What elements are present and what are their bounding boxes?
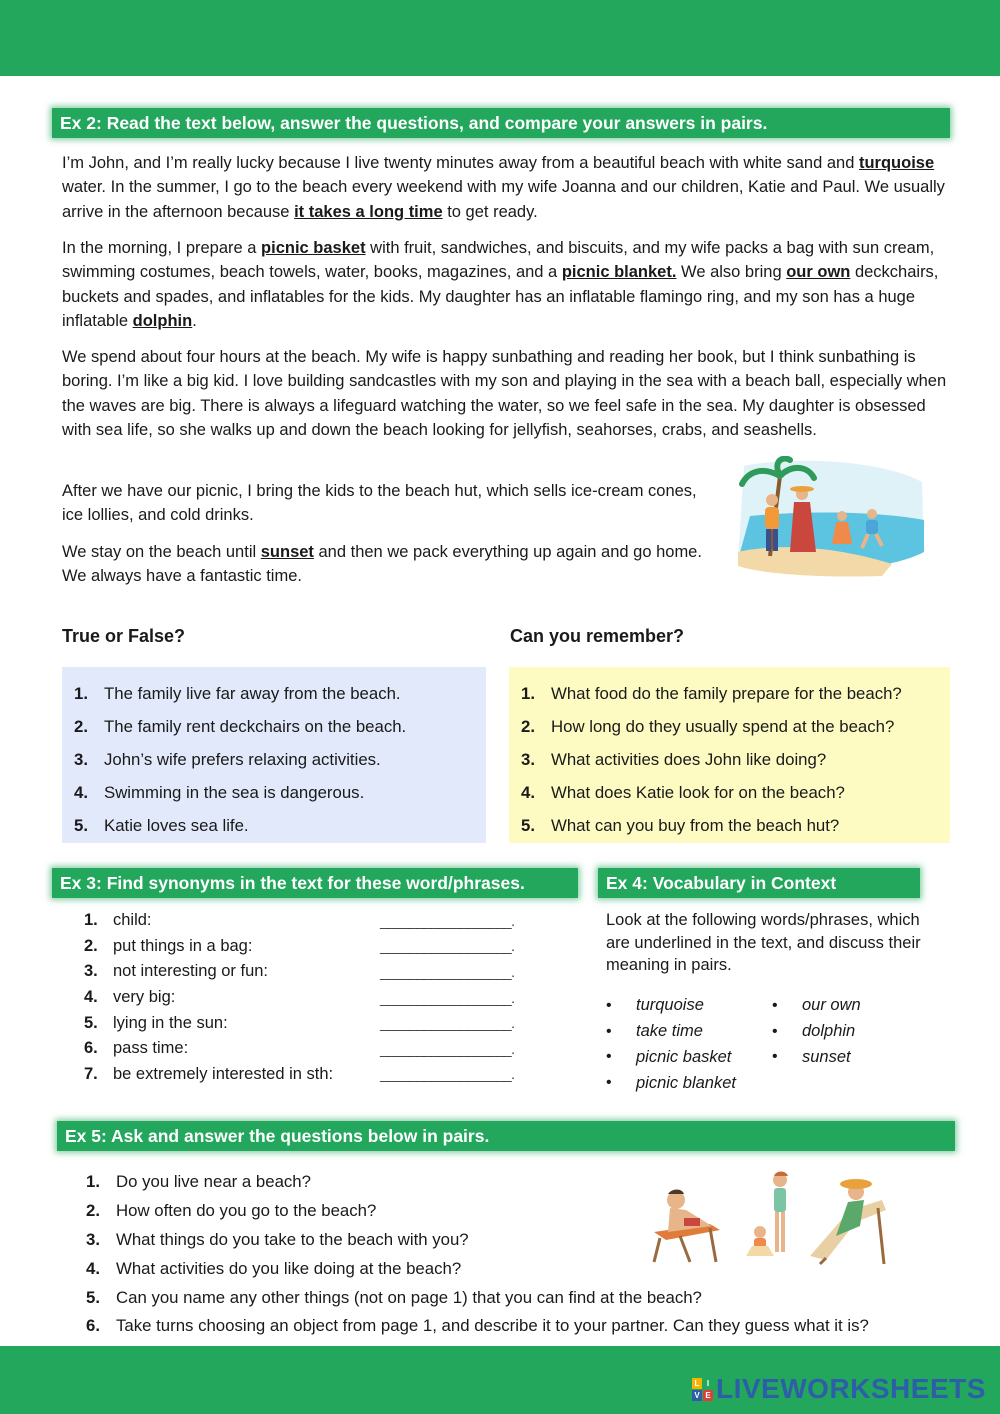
- answer-blank[interactable]: __________________.: [380, 1040, 515, 1057]
- list-item: 2. How often do you go to the beach?: [86, 1201, 377, 1221]
- liveworksheets-logo: [692, 1373, 986, 1405]
- ex2-paragraph-5: We stay on the beach until sunset and then we pack everything up again and go home. We always have a fantastic time.: [62, 543, 702, 586]
- list-item: 3. John’s wife prefers relaxing activities.: [74, 749, 381, 769]
- ex4-header: Ex 4: Vocabulary in Context: [598, 868, 920, 898]
- list-item: 1. Do you live near a beach?: [86, 1172, 311, 1192]
- list-item: 5. Katie loves sea life.: [74, 816, 249, 836]
- list-item: 6. pass time: __________________.: [84, 1039, 515, 1058]
- ex2-paragraph-4: After we have our picnic, I bring the kids to the beach hut, which sells ice-cream cones, ice lollies, and cold drinks.: [62, 482, 697, 525]
- list-item: 4. What activities do you like doing at the beach?: [86, 1258, 462, 1278]
- list-item: 5. lying in the sun: __________________.: [84, 1013, 515, 1032]
- vocab-column-1: [606, 993, 736, 1096]
- ex5-header: Ex 5: Ask and answer the questions below in pairs.: [57, 1121, 955, 1151]
- can-you-remember-title: Can you remember?: [510, 626, 685, 646]
- list-item: 2. put things in a bag: __________________.: [84, 936, 515, 955]
- list-item: 5. Can you name any other things (not on page 1) that you can find at the beach?: [86, 1287, 702, 1307]
- underlined-phrase: it takes a long time: [294, 202, 443, 221]
- underlined-phrase: picnic basket: [261, 239, 366, 257]
- top-banner: [0, 0, 1000, 76]
- list-item: 1. The family live far away from the beach.: [74, 683, 401, 703]
- underlined-phrase: picnic blanket.: [561, 263, 677, 282]
- list-item: 7. be extremely interested in sth: __________________.: [84, 1064, 515, 1083]
- list-item: 1. child: __________________.: [84, 911, 515, 930]
- true-false-title: True or False?: [62, 626, 186, 646]
- list-item: 1. What food do the family prepare for the beach?: [521, 683, 902, 703]
- ex2-header: Ex 2: Read the text below, answer the questions, and compare your answers in pairs.: [52, 108, 950, 138]
- true-false-box: [62, 667, 486, 843]
- ex2-paragraph-2: In the morning, I prepare a picnic basket with fruit, sandwiches, and biscuits, and my wife packs a bag with sun cream, swimming costumes, beach towels, water, books, magazines, and a picnic blanket. We also bring our own deckchairs, buckets and spades, and inflatables for the kids. My daughter has an inflatable flamingo ring, and my son has a huge inflatable dolphin.: [62, 239, 939, 330]
- logo-blocks: L I V E: [692, 1378, 713, 1401]
- answer-blank[interactable]: __________________.: [380, 989, 515, 1006]
- remember-box: [509, 667, 950, 843]
- logo-wordmark: LIVEWORKSHEETS: [716, 1373, 986, 1404]
- vocab-column-2: [772, 993, 861, 1070]
- vocab-item: • picnic blanket: [606, 1073, 736, 1092]
- vocab-item: • picnic basket: [606, 1047, 732, 1066]
- vocab-item: • our own: [772, 996, 861, 1015]
- vocab-item: • dolphin: [772, 1022, 856, 1041]
- vocab-item: • sunset: [772, 1047, 851, 1066]
- answer-blank[interactable]: __________________.: [380, 938, 515, 955]
- list-item: 3. What things do you take to the beach with you?: [86, 1229, 469, 1249]
- synonyms-list: [84, 908, 544, 1087]
- answer-blank[interactable]: __________________.: [380, 1066, 515, 1083]
- answer-blank[interactable]: __________________.: [380, 1015, 515, 1032]
- list-item: 2. How long do they usually spend at the beach?: [521, 716, 895, 736]
- list-item: 4. very big: __________________.: [84, 988, 515, 1007]
- ex2-paragraph-1: I’m John, and I’m really lucky because I live twenty minutes away from a beautiful beach with white sand and turquoise water. In the summer, I go to the beach every weekend with my wife Joanna and our children, Katie and Paul. We usually arrive in the afternoon because it takes a long time to get ready.: [62, 154, 945, 221]
- vocab-item: • turquoise: [606, 996, 704, 1015]
- sunbathing-family-illustration: [650, 1170, 890, 1266]
- list-item: 5. What can you buy from the beach hut?: [521, 816, 840, 836]
- family-beach-illustration: [732, 456, 928, 578]
- list-item: 3. What activities does John like doing?: [521, 749, 827, 769]
- list-item: 3. not interesting or fun: __________________.: [84, 962, 515, 981]
- underlined-word: sunset: [260, 543, 314, 561]
- ex3-header: Ex 3: Find synonyms in the text for these word/phrases.: [52, 868, 578, 898]
- vocab-item: • take time: [606, 1022, 703, 1041]
- underlined-word: dolphin: [132, 311, 193, 330]
- list-item: 6. Take turns choosing an object from page 1, and describe it to your partner. Can they guess what it is?: [86, 1316, 869, 1336]
- list-item: 4. What does Katie look for on the beach?: [521, 783, 845, 803]
- ex4-instructions: Look at the following words/phrases, which are underlined in the text, and discuss their meaning in pairs.: [606, 911, 921, 974]
- ex2-paragraph-3: We spend about four hours at the beach. My wife is happy sunbathing and reading her book, but I think sunbathing is boring. I’m like a big kid. I love building sandcastles with my son and playing in the sea with a beach ball, especially when the waves are big. There is always a lifeguard watching the water, so we feel safe in the sea. My daughter is obsessed with sea life, so she walks up and down the beach looking for jellyfish, seahorses, crabs, and seashells.: [62, 348, 947, 439]
- list-item: 4. Swimming in the sea is dangerous.: [74, 783, 365, 803]
- answer-blank[interactable]: __________________.: [380, 912, 515, 929]
- underlined-word: turquoise: [858, 154, 935, 172]
- underlined-phrase: our own: [786, 263, 851, 282]
- answer-blank[interactable]: __________________.: [380, 963, 515, 980]
- list-item: 2. The family rent deckchairs on the beach.: [74, 716, 407, 736]
